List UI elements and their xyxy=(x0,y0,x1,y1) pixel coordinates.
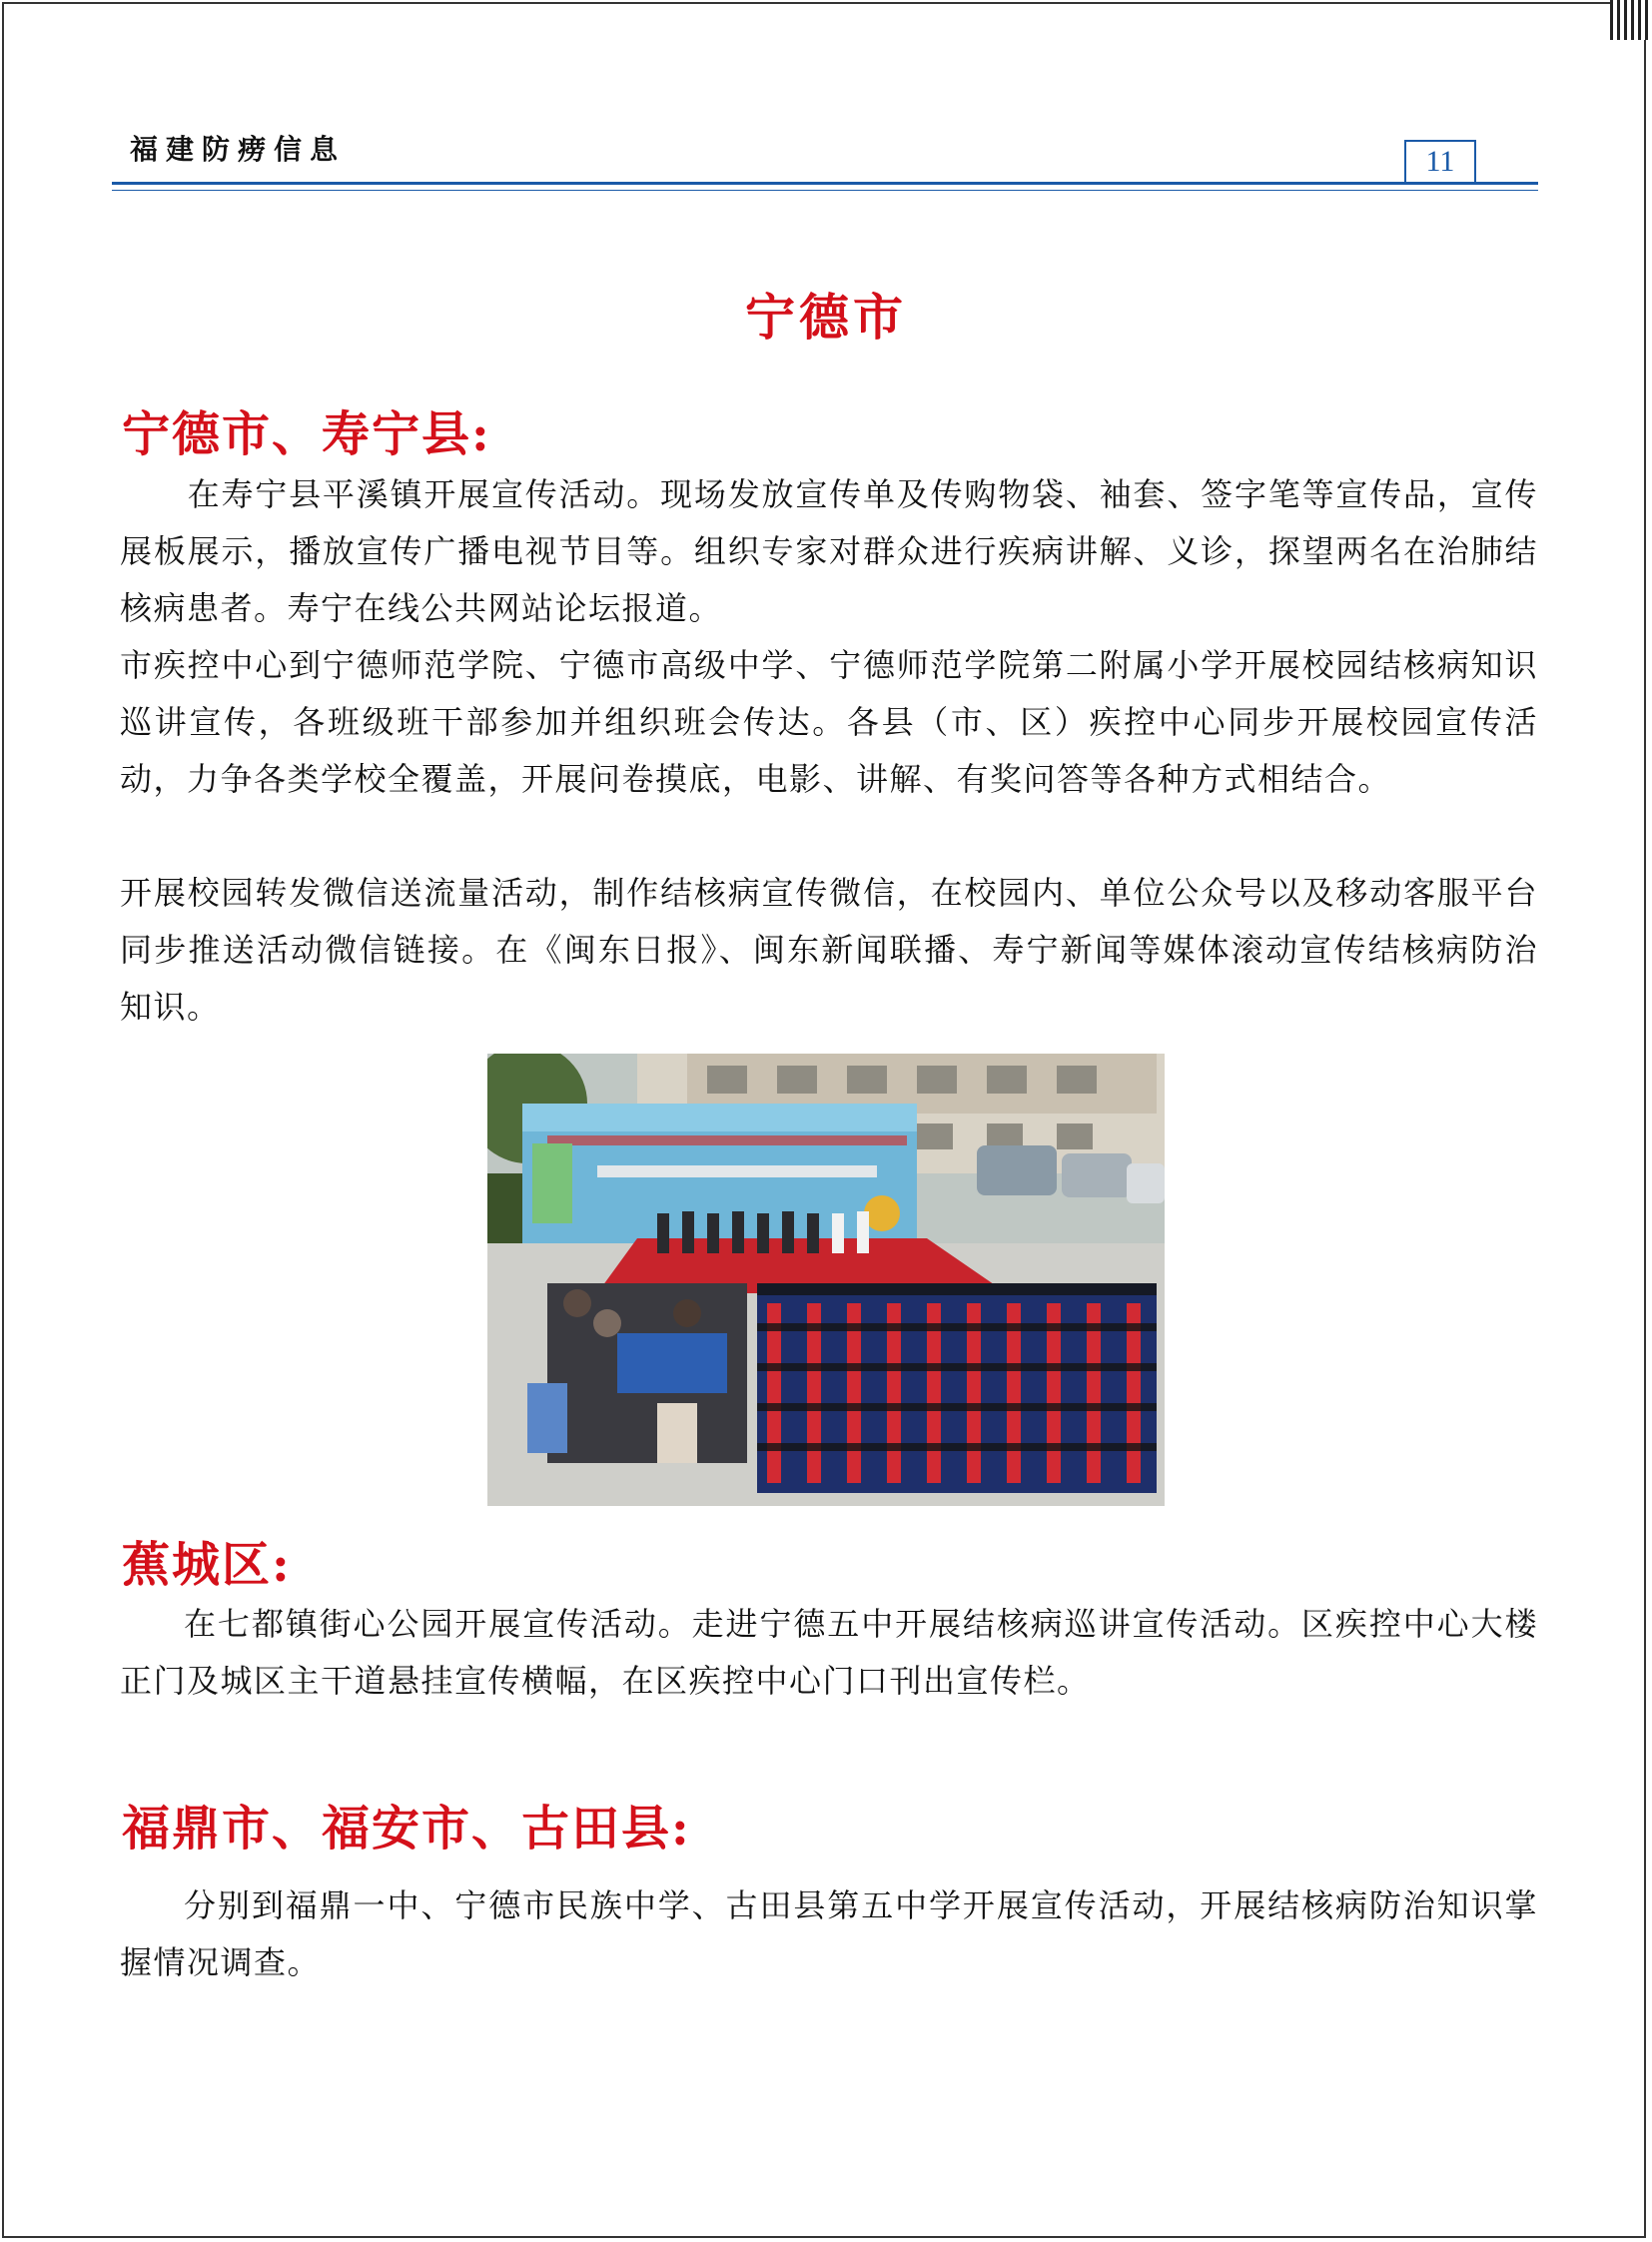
section-heading-jiaocheng: 蕉城区: xyxy=(122,1537,292,1593)
section-heading-shouning: 宁德市、寿宁县: xyxy=(122,406,491,462)
header-rule-thin xyxy=(112,190,1538,191)
paragraph-jiaocheng: 在七都镇街心公园开展宣传活动。走进宁德五中开展结核病巡讲宣传活动。区疾控中心大楼正门及城区主干道悬挂宣传横幅，在区疾控中心门口刊出宣传栏。 xyxy=(120,1605,1538,1700)
paragraph-shouning-activity: 在寿宁县平溪镇开展宣传活动。现场发放宣传单及传购物袋、袖套、签字笔等宣传品，宣传展板展示，播放宣传广播电视节目等。组织专家对群众进行疾病讲解、义诊，探望两名在治肺结核病患者。寿宁在线公共网站论坛报道。 xyxy=(120,475,1538,627)
event-photo-illustration xyxy=(487,1054,1165,1506)
crop-marks xyxy=(1610,0,1652,40)
event-photo xyxy=(487,1054,1165,1506)
paragraph-campus-lectures: 市疾控中心到宁德师范学院、宁德市高级中学、宁德师范学院第二附属小学开展校园结核病知识巡讲宣传，各班级班干部参加并组织班会传达。各县（市、区）疾控中心同步开展校园宣传活动，力争各类学校全覆盖，开展问卷摸底，电影、讲解、有奖问答等各种方式相结合。 xyxy=(120,646,1538,798)
publication-title: 福建防痨信息 xyxy=(130,133,347,166)
page-number: 11 xyxy=(1404,140,1476,182)
header-rule xyxy=(112,182,1538,185)
page-title: 宁德市 xyxy=(745,288,907,347)
paragraph-fuding-fuan-gutian: 分别到福鼎一中、宁德市民族中学、古田县第五中学开展宣传活动，开展结核病防治知识掌握情况调查。 xyxy=(120,1886,1538,1981)
section-heading-fuding-fuan-gutian: 福鼎市、福安市、古田县: xyxy=(122,1801,691,1857)
paragraph-wechat-campaign: 开展校园转发微信送流量活动，制作结核病宣传微信，在校园内、单位公众号以及移动客服平台同步推送活动微信链接。在《闽东日报》、闽东新闻联播、寿宁新闻等媒体滚动宣传结核病防治知识。 xyxy=(120,874,1538,1026)
